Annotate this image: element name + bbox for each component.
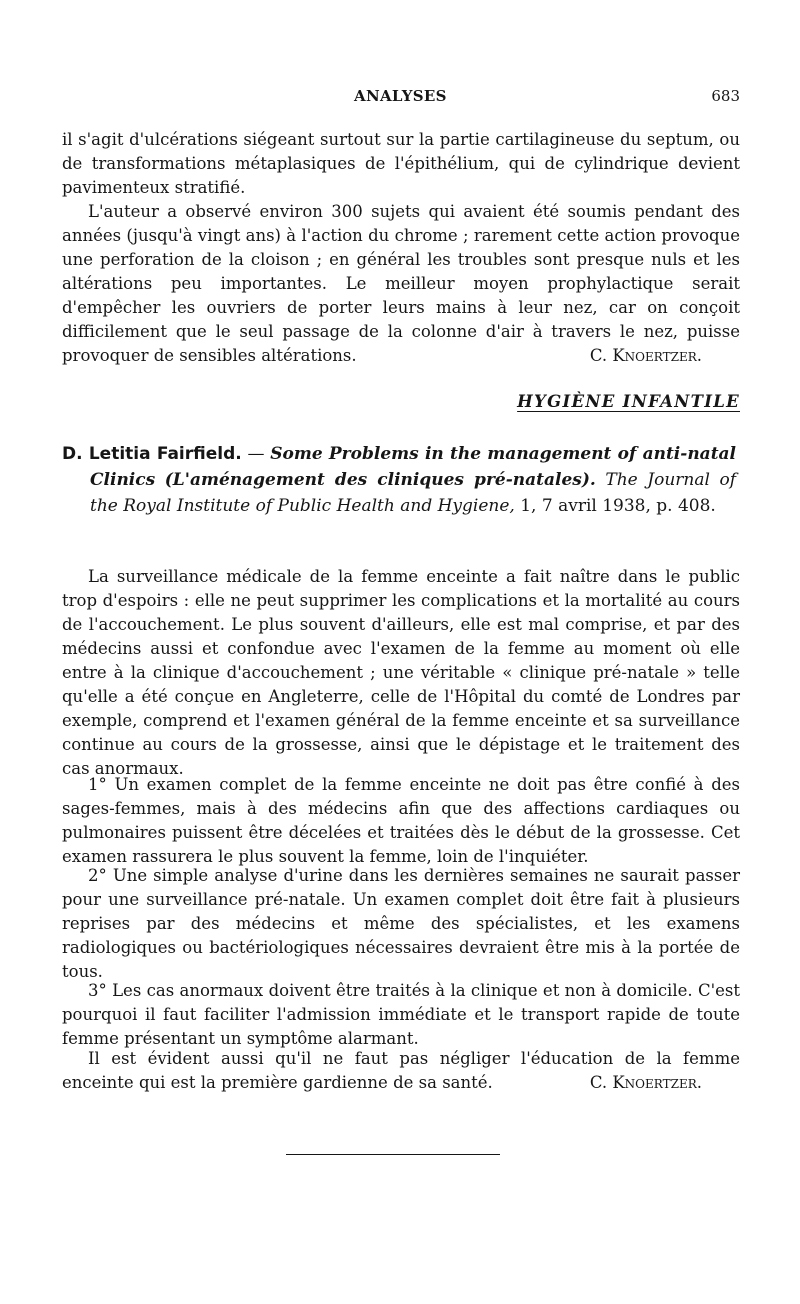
body-paragraph-point-1: 1° Un examen complet de la femme enceinte ne doit pas être confié à des sages-femmes, mais à des médecins afin que des affections cardiaques ou pulmonaires puissent être décelées et traitées dès le début de la grossesse. Cet examen rassurera le plus souvent la femme, loin de l'inquiéter. — [62, 775, 740, 866]
citation-dash: — — [247, 444, 265, 464]
conclusion-text: Il est évident aussi qu'il ne faut pas négliger l'éducation de la femme enceinte qui est la première gardienne de sa santé. — [62, 1049, 740, 1092]
page-header — [62, 87, 740, 111]
citation-details: 1, 7 avril 1938, p. 408. — [520, 496, 716, 516]
section-heading: HYGIÈNE INFANTILE — [517, 392, 740, 411]
citation-author: D. Letitia Fairfield. — [62, 444, 242, 464]
intro-paragraph-chrome-study — [62, 200, 740, 368]
body-paragraph-conclusion — [62, 1047, 740, 1095]
bibliographic-citation — [62, 441, 736, 519]
body-paragraph-point-3: 3° Les cas anormaux doivent être traités à la clinique et non à domicile. C'est pourquoi il faut faciliter l'admission immédiate et le transport rapide de toute femme présentant un symptôme alarmant. — [62, 981, 740, 1048]
page-number: 683 — [711, 87, 740, 105]
body-paragraph-point-2: 2° Une simple analyse d'urine dans les dernières semaines ne saurait passer pour une surveillance pré-natale. Un examen complet doit être fait à plusieurs reprises par des médecins et même des spécialistes, et les examens radiologiques ou bactériologiques nécessaires devraient être mis à la portée de tous. — [62, 866, 740, 981]
citation-journal: The Journal of the Royal Institute of Public Health and Hygiene, — [90, 470, 737, 516]
section-divider-rule — [286, 1154, 500, 1155]
body-paragraph-surveillance: La surveillance médicale de la femme enceinte a fait naître dans le public trop d'espoirs : elle ne peut supprimer les complications et la mortalité au cours de l'accouchement. Le plus souvent d'ailleurs, elle est mal comprise, et par des médecins aussi et confondue avec l'examen de la femme au moment où elle entre à la clinique d'accouchement ; une véritable « clinique pré-natale » telle qu'elle a été conçue en Angleterre, celle de l'Hôpital du comté de Londres par exemple, comprend et l'examen général de la femme enceinte et sa surveillance continue au cours de la grossesse, ainsi que le dépistage et le traitement des cas anormaux. — [62, 567, 740, 778]
signature: C. Knoertzer. — [589, 346, 702, 365]
signature: C. Knoertzer. — [589, 1073, 702, 1092]
citation-title-english: Some Problems in the management of anti-natal Clinics — [90, 444, 737, 490]
running-title: ANALYSES — [354, 87, 447, 105]
intro-paragraph-text: L'auteur a observé environ 300 sujets qui avaient été soumis pendant des années (jusqu'à vingt ans) à l'action du chrome ; rarement cette action provoque une perforation de la cloison ; en général les troubles sont presque nuls et les altérations peu importantes. Le meilleur moyen prophylactique serait d'empêcher les ouvriers de porter leurs mains à leur nez, car on conçoit difficilement que le seul passage de la colonne d'air à travers le nez, puisse provoquer de sensibles altérations. — [62, 202, 740, 365]
citation-title-french: (L'aménagement des cliniques pré-natales). — [164, 470, 596, 490]
intro-paragraph-continuation: il s'agit d'ulcérations siégeant surtout sur la partie cartilagineuse du septum, ou de transformations métaplasiques de l'épithélium, qui de cylindrique devient pavimenteux stratifié. — [62, 130, 740, 197]
